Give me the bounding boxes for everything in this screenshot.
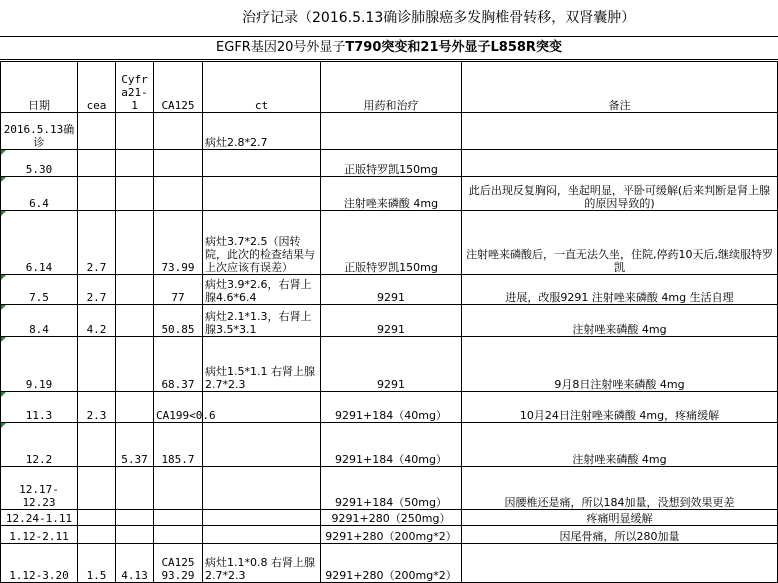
error-indicator-icon	[1, 177, 6, 182]
cell-ct[interactable]: 病灶2.8*2.7	[203, 113, 321, 150]
table-row	[1, 544, 778, 583]
cell-date[interactable]: 8.4	[1, 305, 78, 337]
cell-cea[interactable]	[78, 510, 116, 526]
cell-ct[interactable]: 病灶3.7*2.5（因转院，此次的检查结果与上次应该有误差）	[203, 211, 321, 275]
cell-date[interactable]: 5.30	[1, 150, 78, 177]
cell-ct[interactable]: 病灶1.1*0.8 右肾上腺2.7*2.3	[203, 544, 321, 583]
cell-ca125[interactable]	[154, 510, 203, 526]
cell-cyfra[interactable]: 4.13	[116, 544, 154, 583]
cell-ct[interactable]: 病灶3.9*2.6，右肾上腺4.6*6.4	[203, 275, 321, 305]
cell-med[interactable]: 9291+280（250mg）	[321, 510, 462, 526]
error-indicator-icon	[1, 337, 6, 342]
header-ct[interactable]: ct	[203, 62, 321, 113]
cell-date[interactable]: 12.2	[1, 423, 78, 467]
table-row	[1, 392, 778, 423]
cell-ca125[interactable]	[154, 113, 203, 150]
cell-med[interactable]: 9291	[321, 305, 462, 337]
cell-med[interactable]: 9291+280（200mg*2）	[321, 544, 462, 583]
cell-note[interactable]: 9月8日注射唑来磷酸 4mg	[462, 337, 778, 392]
cell-ct[interactable]	[203, 423, 321, 467]
subtitle-part-1: EGFR基因20号外显子	[216, 40, 346, 55]
cell-note[interactable]: 10月24日注射唑来磷酸 4mg，疼痛缓解	[462, 392, 778, 423]
table-row	[1, 526, 778, 544]
cell-med[interactable]: 9291+184（40mg）	[321, 392, 462, 423]
cell-ct[interactable]	[203, 150, 321, 177]
cell-cea[interactable]	[78, 177, 116, 211]
header-ca125[interactable]: CA125	[154, 62, 203, 113]
cell-date[interactable]: 9.19	[1, 337, 78, 392]
cell-ct[interactable]: 病灶1.5*1.1 右肾上腺2.7*2.3	[203, 337, 321, 392]
cell-med[interactable]	[321, 113, 462, 150]
cell-med[interactable]: 9291	[321, 275, 462, 305]
table-row	[1, 337, 778, 392]
cell-date[interactable]: 12.24-1.11	[1, 510, 78, 526]
cell-ca125[interactable]: 68.37	[154, 337, 203, 392]
cell-ct[interactable]	[203, 510, 321, 526]
cell-ca125[interactable]	[154, 150, 203, 177]
cell-cea[interactable]	[78, 337, 116, 392]
table-row	[1, 510, 778, 526]
cell-note[interactable]: 注射唑来磷酸 4mg	[462, 423, 778, 467]
cell-note[interactable]: 因尾骨痛，所以280加量	[462, 526, 778, 544]
cell-cyfra[interactable]	[116, 177, 154, 211]
cell-ca125[interactable]	[154, 526, 203, 544]
cell-cyfra[interactable]	[116, 392, 154, 423]
cell-cea[interactable]: 4.2	[78, 305, 116, 337]
header-cea[interactable]: cea	[78, 62, 116, 113]
error-indicator-icon	[1, 423, 6, 428]
cell-cea[interactable]	[78, 526, 116, 544]
cell-med[interactable]: 9291	[321, 337, 462, 392]
cell-med[interactable]: 正版特罗凯150mg	[321, 211, 462, 275]
header-note[interactable]: 备注	[462, 62, 778, 113]
sheet-title: 治疗记录（2016.5.13确诊肺腺癌多发胸椎骨转移，双肾囊肿）	[242, 10, 636, 26]
cell-note[interactable]	[462, 150, 778, 177]
header-med[interactable]: 用药和治疗	[321, 62, 462, 113]
cell-ct[interactable]	[203, 177, 321, 211]
table-row	[1, 423, 778, 467]
subtitle-part-5: 号外显子	[438, 40, 491, 55]
cell-date[interactable]: 6.4	[1, 177, 78, 211]
cell-note[interactable]: 因腰椎还是痛，所以184加量，没想到效果更差	[462, 467, 778, 510]
table-row	[1, 467, 778, 510]
table-row	[1, 211, 778, 275]
cell-cyfra[interactable]	[116, 150, 154, 177]
cell-date[interactable]: 7.5	[1, 275, 78, 305]
error-indicator-icon	[1, 305, 6, 310]
cell-cyfra[interactable]	[116, 510, 154, 526]
cell-date[interactable]: 2016.5.13确诊	[1, 113, 78, 150]
treatment-table	[0, 61, 778, 583]
cell-med[interactable]: 正版特罗凯150mg	[321, 150, 462, 177]
subtitle-part-6: L858R	[490, 40, 536, 55]
cell-note[interactable]	[462, 544, 778, 583]
cell-ct[interactable]	[203, 467, 321, 510]
subtitle-part-7: 突变	[535, 40, 562, 55]
table-row	[1, 305, 778, 337]
cell-note[interactable]	[462, 113, 778, 150]
error-indicator-icon	[1, 211, 6, 216]
error-indicator-icon	[1, 275, 6, 280]
cell-ca125[interactable]: CA125 93.29	[154, 544, 203, 583]
cell-cea[interactable]	[78, 150, 116, 177]
header-row	[1, 62, 778, 113]
subtitle-part-2: T790	[345, 40, 382, 55]
cell-ct[interactable]	[203, 392, 321, 423]
cell-ca125[interactable]: 185.7	[154, 423, 203, 467]
sheet-subtitle	[0, 36, 778, 60]
cell-cyfra[interactable]	[116, 337, 154, 392]
cell-cea[interactable]: 2.7	[78, 275, 116, 305]
cell-med[interactable]: 注射唑来磷酸 4mg	[321, 177, 462, 211]
cell-note[interactable]: 疼痛明显缓解	[462, 510, 778, 526]
cell-med[interactable]: 9291+280（200mg*2）	[321, 526, 462, 544]
cell-cea[interactable]: 2.3	[78, 392, 116, 423]
cell-cea[interactable]	[78, 113, 116, 150]
table-row	[1, 177, 778, 211]
cell-date[interactable]: 6.14	[1, 211, 78, 275]
cell-cea[interactable]: 2.7	[78, 211, 116, 275]
cell-cyfra[interactable]: 5.37	[116, 423, 154, 467]
cell-cea[interactable]: 1.5	[78, 544, 116, 583]
cell-cyfra[interactable]	[116, 526, 154, 544]
cell-ca125[interactable]: 77	[154, 275, 203, 305]
cell-note[interactable]: 注射唑来磷酸后，一直无法久坐，住院,停药10天后,继续服特罗凯	[462, 211, 778, 275]
table-row	[1, 113, 778, 150]
error-indicator-icon	[1, 150, 6, 155]
cell-ct[interactable]	[203, 526, 321, 544]
subtitle-part-4: 21	[420, 40, 439, 55]
subtitle-part-3: 突变和	[381, 40, 421, 55]
cell-ca125[interactable]: CA199<0.6	[154, 392, 203, 423]
cell-cyfra[interactable]	[116, 113, 154, 150]
cell-cyfra[interactable]	[116, 305, 154, 337]
cell-med[interactable]: 9291+184（50mg）	[321, 467, 462, 510]
cell-cyfra[interactable]	[116, 467, 154, 510]
cell-med[interactable]: 9291+184（40mg）	[321, 423, 462, 467]
cell-ca125[interactable]	[154, 467, 203, 510]
cell-ca125[interactable]: 50.85	[154, 305, 203, 337]
header-cyfra[interactable]: Cyfra21-1	[116, 62, 154, 113]
cell-cyfra[interactable]	[116, 275, 154, 305]
cell-cyfra[interactable]	[116, 211, 154, 275]
cell-ca125[interactable]	[154, 177, 203, 211]
cell-note[interactable]: 此后出现反复胸闷，坐起明显，平卧可缓解(后来判断是肾上腺的原因导致的)	[462, 177, 778, 211]
cell-ca125[interactable]: 73.99	[154, 211, 203, 275]
header-date[interactable]: 日期	[1, 62, 78, 113]
table-row	[1, 275, 778, 305]
cell-date[interactable]: 12.17-12.23	[1, 467, 78, 510]
cell-cea[interactable]	[78, 467, 116, 510]
cell-date[interactable]: 1.12-3.20	[1, 544, 78, 583]
cell-note[interactable]: 注射唑来磷酸 4mg	[462, 305, 778, 337]
cell-ct[interactable]: 病灶2.1*1.3，右肾上腺3.5*3.1	[203, 305, 321, 337]
cell-note[interactable]: 进展，改服9291 注射唑来磷酸 4mg 生活自理	[462, 275, 778, 305]
cell-date[interactable]: 1.12-2.11	[1, 526, 78, 544]
table-row	[1, 150, 778, 177]
cell-cea[interactable]	[78, 423, 116, 467]
cell-date[interactable]: 11.3	[1, 392, 78, 423]
error-indicator-icon	[1, 392, 6, 397]
